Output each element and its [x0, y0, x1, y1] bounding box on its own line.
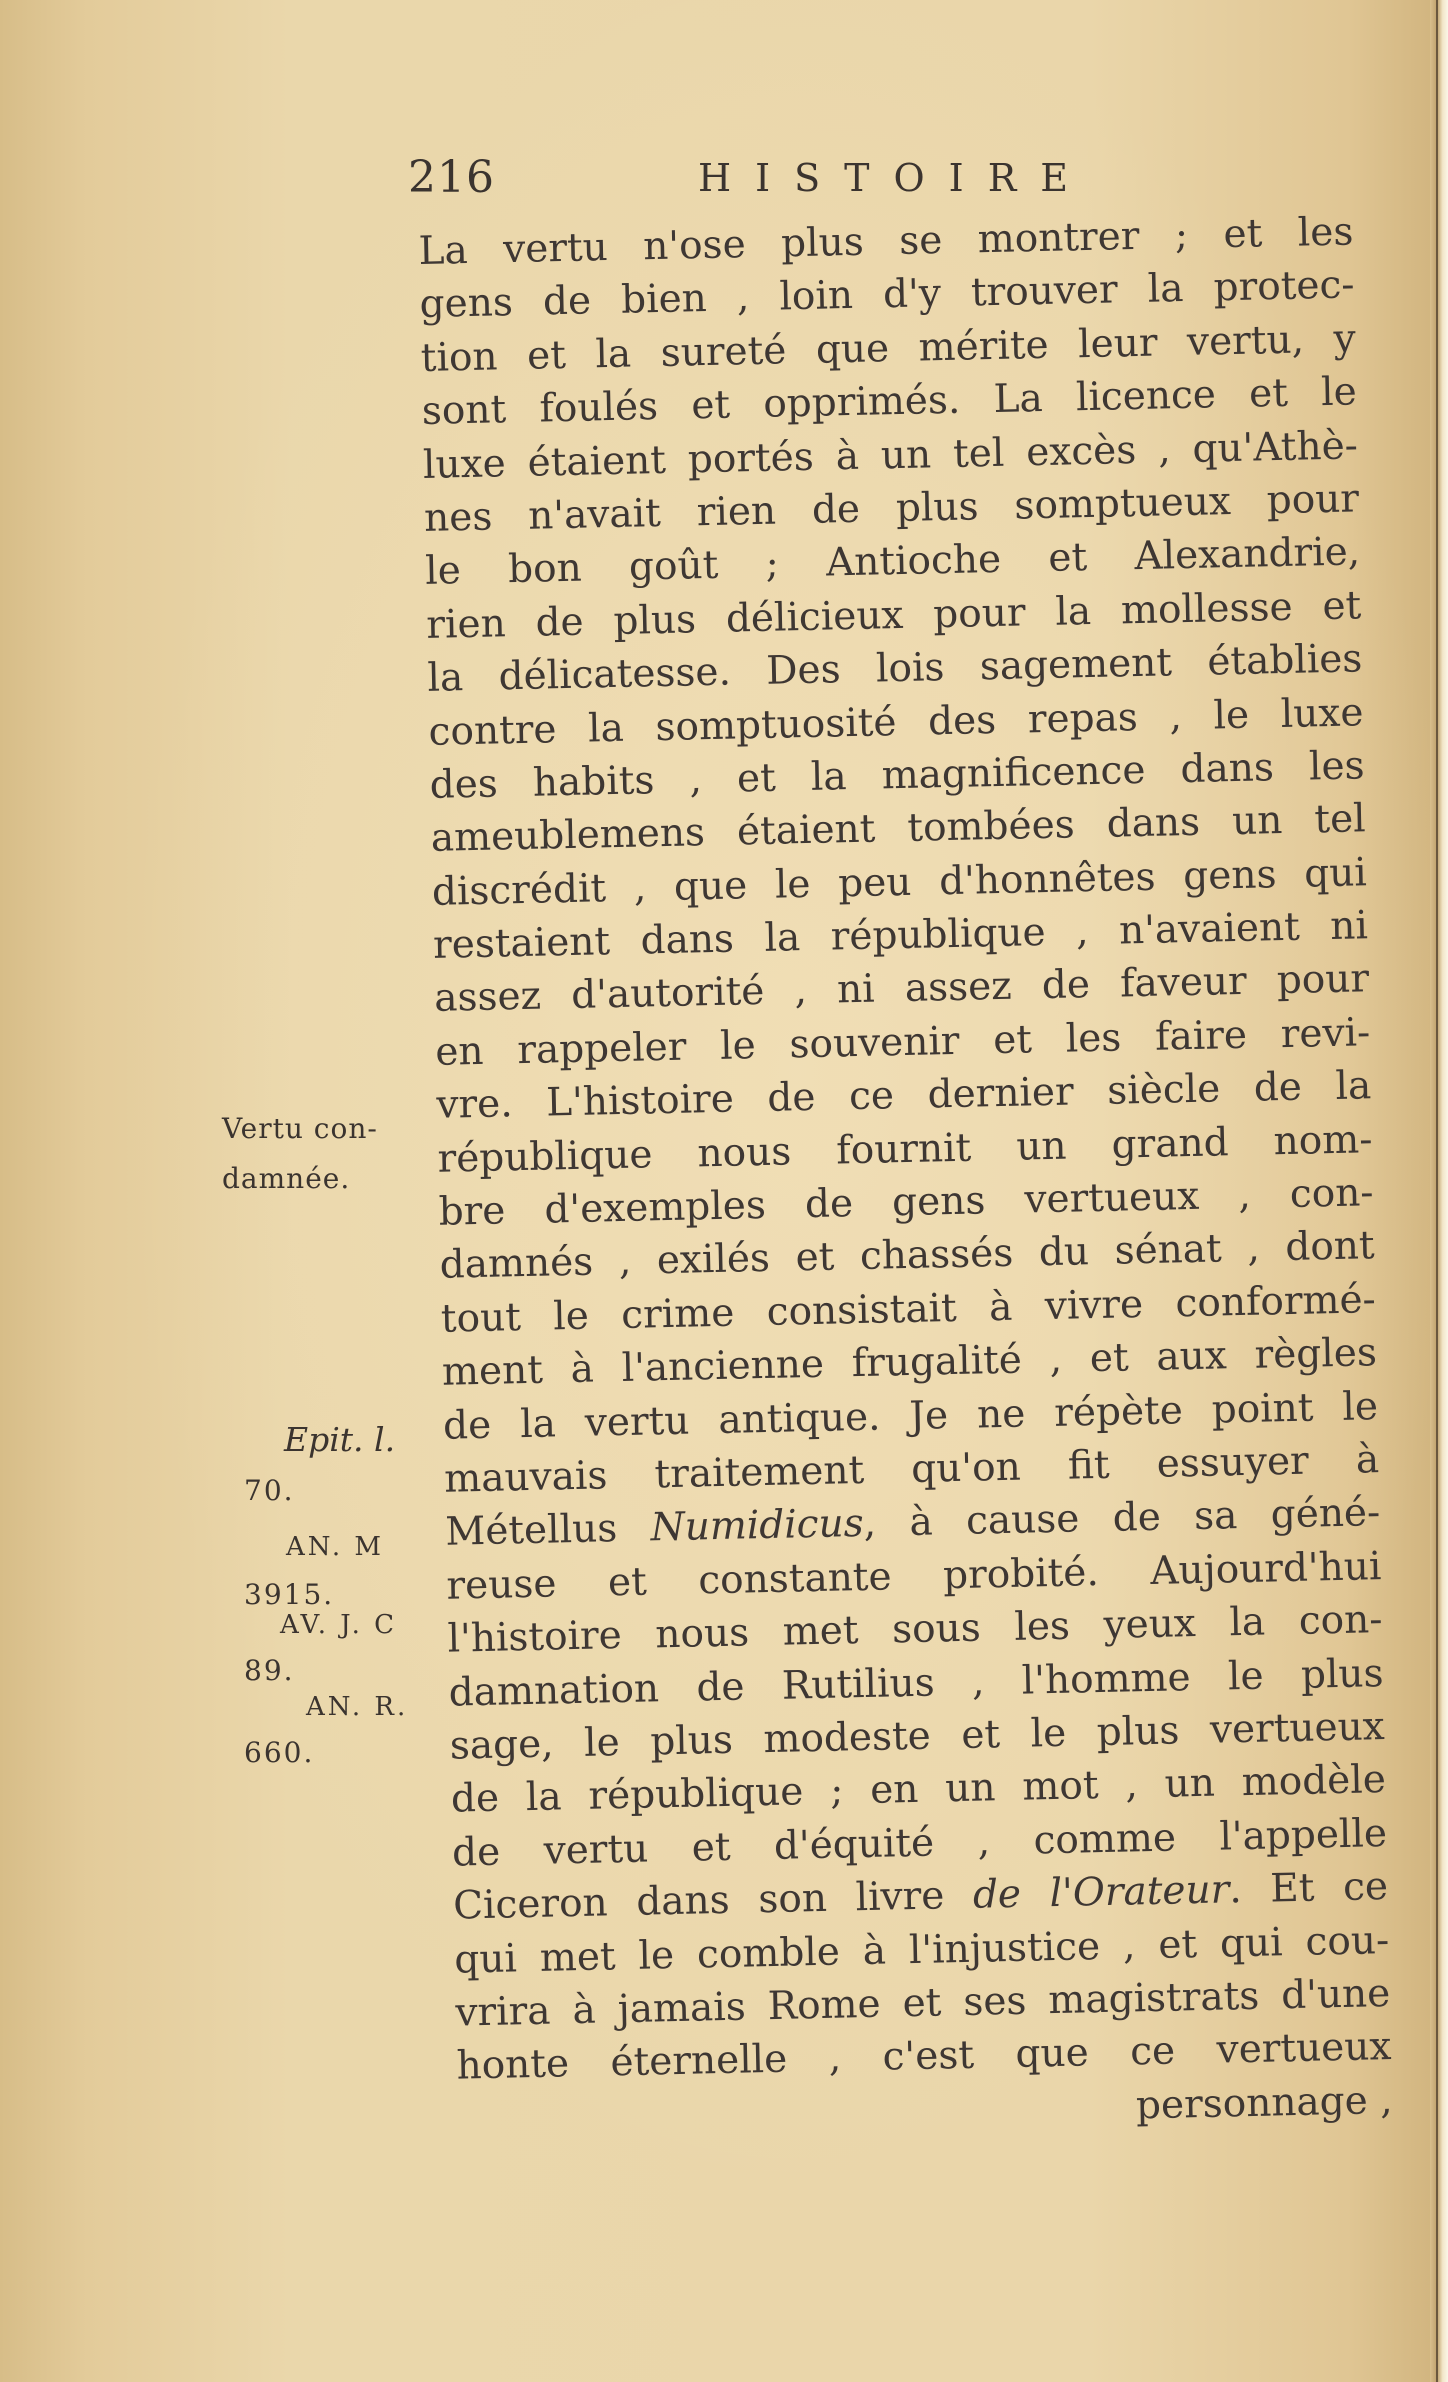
text-line: sage, le plus modeste et le plus vertueux [449, 1704, 1386, 1769]
margin-note-year-r: 660. [244, 1736, 315, 1769]
text-line: La vertu n'ose plus se montrer ; et les [418, 209, 1354, 274]
margin-note-year-m: AN. M [286, 1532, 385, 1562]
text-line: assez d'autorité , ni assez de faveur pour [433, 956, 1370, 1022]
text-line: nes n'avait rien de plus somptueux pour [423, 476, 1360, 541]
text-line: tion et la sureté que mérite leur vertu, y [420, 316, 1357, 381]
text-line: tout le crime consistait à vivre conformé- [440, 1276, 1377, 1342]
text-line: le bon goût ; Antioche et Alexandrie, [424, 529, 1361, 595]
text-line: discrédit , que le peu d'honnêtes gens qui [431, 849, 1368, 915]
running-title: HISTOIRE [698, 156, 1093, 200]
page-edge-line [1436, 0, 1438, 2382]
text-line: de la république ; en un mot , un modèle [450, 1757, 1387, 1822]
margin-note-year-m: 3915. [244, 1578, 335, 1611]
text-line: en rappeler le souvenir et les faire revi- [434, 1010, 1371, 1075]
text-line: damnation de Rutilius , l'homme le plus [448, 1650, 1385, 1716]
text-line: ment à l'ancienne frugalité , et aux règles [441, 1330, 1378, 1395]
text-line: contre la somptuosité des repas , le luxe [428, 689, 1364, 755]
text-line: bre d'exemples de gens vertueux , con- [438, 1170, 1374, 1235]
text-line: damnés , exilés et chassés du sénat , dont [439, 1223, 1376, 1289]
text-line: vre. L'histoire de ce dernier siècle de la [435, 1063, 1372, 1129]
text-line: gens de bien , loin d'y trouver la protec- [419, 262, 1355, 328]
text-line: reuse et constante probité. Aujourd'hui [446, 1543, 1382, 1609]
catchword-line: personnage , [1135, 2077, 1393, 2129]
body-text [418, 205, 1398, 2146]
page-edge [1430, 0, 1448, 2382]
text-line: rien de plus délicieux pour la mollesse et [425, 583, 1362, 648]
text-run: Ciceron dans son livre [452, 1872, 974, 1929]
text-line: l'histoire nous met sous les yeux la con- [447, 1597, 1383, 1662]
text-line: honte éternelle , c'est que ce vertueux [456, 2024, 1392, 2089]
text-run: Métellus [444, 1505, 652, 1556]
text-line: luxe étaient portés à un tel excès , qu'Athè- [422, 422, 1359, 488]
italic-name: Numidicus [650, 1501, 865, 1551]
text-line: vrira à jamais Rome et ses magistrats d'une [454, 1970, 1391, 2036]
margin-note-epitome: 70. [244, 1474, 295, 1507]
text-line: la délicatesse. Des lois sagement établies [427, 636, 1363, 702]
page-number: 216 [408, 152, 495, 203]
margin-note-year-jc: AV. J. C [280, 1610, 398, 1640]
text-line: restaient dans la république , n'avaient ni [432, 903, 1369, 968]
margin-note-epitome: Epit. l. [284, 1420, 396, 1459]
text-line: de la vertu antique. Je ne répète point le [442, 1383, 1379, 1449]
italic-title: de l'Orateur [972, 1867, 1230, 1918]
text-line: des habits , et la magnificence dans les [429, 743, 1366, 808]
margin-note-year-jc: 89. [244, 1654, 295, 1687]
margin-note-vertu: damnée. [222, 1162, 351, 1195]
margin-note-vertu: Vertu con- [222, 1112, 378, 1145]
text-line: de vertu et d'équité , comme l'appelle [451, 1810, 1388, 1876]
text-line: république nous fournit un grand nom- [437, 1116, 1373, 1182]
running-header [408, 152, 1128, 212]
text-line: qui met le comble à l'injustice , et qui cou- [453, 1917, 1390, 1983]
text-line: mauvais traitement qu'on fit essuyer à [443, 1437, 1380, 1502]
text-run: . Et ce [1228, 1864, 1389, 1913]
text-line: sont foulés et opprimés. La licence et le [421, 369, 1358, 435]
text-run: , à cause de sa géné- [863, 1490, 1381, 1547]
text-line: ameublemens étaient tombées dans un tel [430, 796, 1367, 862]
margin-note-year-r: AN. R. [306, 1692, 409, 1722]
